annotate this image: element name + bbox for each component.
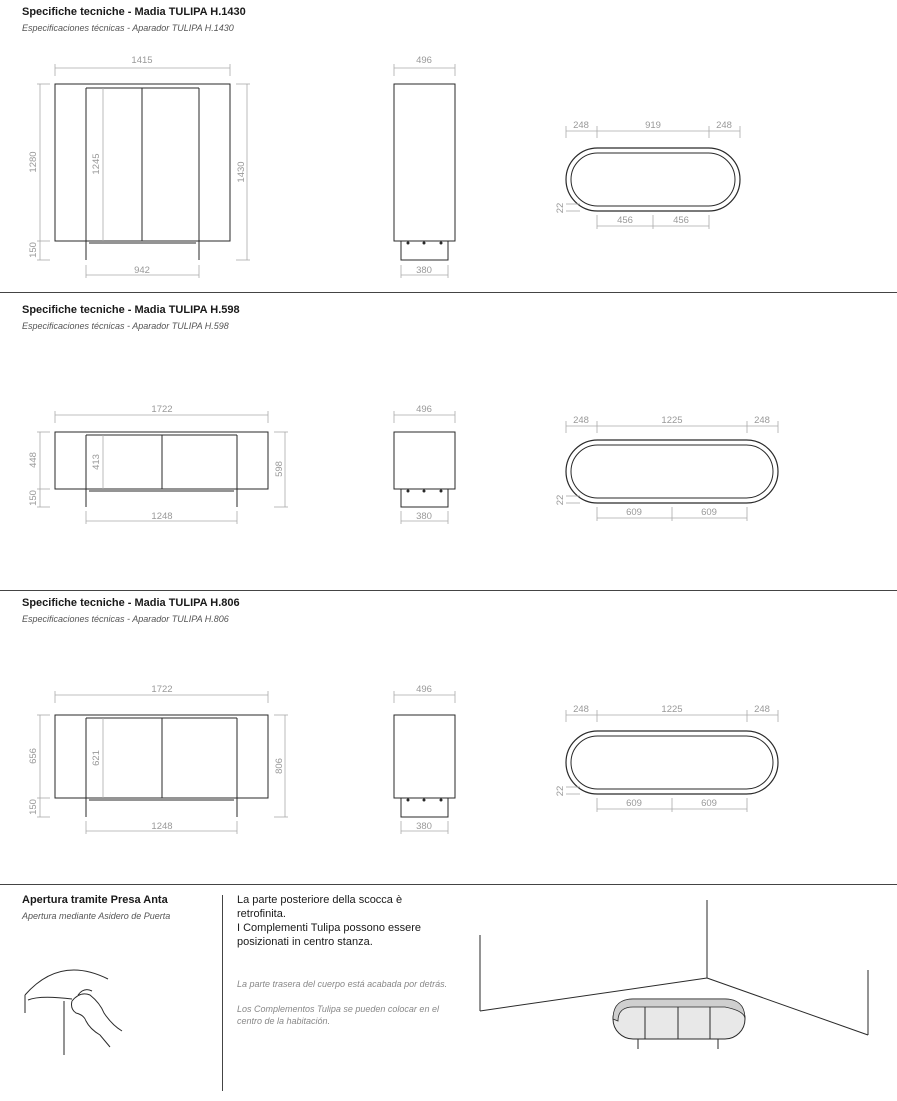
section-3-drawing bbox=[0, 590, 897, 885]
front-base-width-label: 942 bbox=[134, 265, 150, 276]
front-door-height-label: 413 bbox=[91, 454, 102, 470]
front-body-height-label: 656 bbox=[28, 748, 39, 764]
side-base-depth-label: 380 bbox=[416, 821, 432, 832]
front-width-label: 1722 bbox=[151, 404, 173, 415]
front-foot-height-label: 150 bbox=[28, 799, 39, 815]
side-view bbox=[394, 684, 455, 834]
note-it-1: La parte posteriore della scocca è retrofinita. bbox=[237, 894, 403, 920]
top-middle-label: 1225 bbox=[661, 704, 683, 715]
hand-opening-illustration bbox=[0, 955, 130, 1055]
opening-title: Apertura tramite Presa Anta bbox=[22, 894, 168, 906]
front-view bbox=[28, 684, 288, 834]
section-1-title: Specifiche tecniche - Madia TULIPA H.1430 bbox=[22, 6, 246, 18]
side-depth-label: 496 bbox=[416, 404, 432, 415]
top-thickness-label: 22 bbox=[555, 494, 566, 506]
front-total-height-label: 806 bbox=[274, 758, 285, 774]
side-base-depth-label: 380 bbox=[416, 265, 432, 276]
section-divider bbox=[0, 884, 897, 885]
section-3-subtitle: Especificaciones técnicas - Aparador TULIPA H.806 bbox=[22, 614, 229, 624]
top-end-left-label: 248 bbox=[573, 120, 589, 131]
top-thickness-label: 22 bbox=[555, 785, 566, 797]
side-view bbox=[394, 404, 455, 524]
front-door-height-label: 1245 bbox=[91, 153, 102, 175]
side-depth-label: 496 bbox=[416, 684, 432, 695]
top-end-left-label: 248 bbox=[573, 415, 589, 426]
front-width-label: 1722 bbox=[151, 684, 173, 695]
front-width-label: 1415 bbox=[131, 55, 153, 66]
section-2-title: Specifiche tecniche - Madia TULIPA H.598 bbox=[22, 304, 240, 316]
top-view bbox=[555, 704, 778, 812]
top-thickness-label: 22 bbox=[555, 202, 566, 214]
front-door-height-label: 621 bbox=[91, 750, 102, 766]
section-3-title: Specifiche tecniche - Madia TULIPA H.806 bbox=[22, 597, 240, 609]
front-body-height-label: 1280 bbox=[28, 151, 39, 173]
top-half-left-label: 609 bbox=[626, 507, 642, 518]
top-end-left-label: 248 bbox=[573, 704, 589, 715]
top-middle-label: 1225 bbox=[661, 415, 683, 426]
front-total-height-label: 1430 bbox=[236, 161, 247, 183]
front-base-width-label: 1248 bbox=[151, 511, 173, 522]
top-half-left-label: 456 bbox=[617, 215, 633, 226]
front-total-height-label: 598 bbox=[274, 461, 285, 477]
top-half-right-label: 609 bbox=[701, 798, 717, 809]
opening-subtitle: Apertura mediante Asidero de Puerta bbox=[22, 911, 171, 921]
note-it-2: I Complementi Tulipa possono essere posizionati in centro stanza. bbox=[237, 922, 422, 948]
front-view bbox=[28, 55, 250, 278]
note-es-2: Los Complementos Tulipa se pueden colocar en el centro de la habitación. bbox=[237, 1004, 439, 1026]
section-2-subtitle: Especificaciones técnicas - Aparador TULIPA H.598 bbox=[22, 321, 229, 331]
section-1-subtitle: Especificaciones técnicas - Aparador TULIPA H.1430 bbox=[22, 23, 234, 33]
top-end-right-label: 248 bbox=[754, 704, 770, 715]
top-view bbox=[555, 120, 740, 229]
section-divider bbox=[0, 292, 897, 293]
footer-divider bbox=[222, 895, 223, 1091]
front-view bbox=[28, 404, 288, 524]
top-half-left-label: 609 bbox=[626, 798, 642, 809]
room-illustration bbox=[470, 895, 890, 1070]
front-base-width-label: 1248 bbox=[151, 821, 173, 832]
side-base-depth-label: 380 bbox=[416, 511, 432, 522]
front-body-height-label: 448 bbox=[28, 452, 39, 468]
section-1-drawing bbox=[0, 0, 897, 295]
top-half-right-label: 609 bbox=[701, 507, 717, 518]
front-foot-height-label: 150 bbox=[28, 490, 39, 506]
top-half-right-label: 456 bbox=[673, 215, 689, 226]
top-end-right-label: 248 bbox=[716, 120, 732, 131]
top-middle-label: 919 bbox=[645, 120, 661, 131]
top-end-right-label: 248 bbox=[754, 415, 770, 426]
top-view bbox=[555, 415, 778, 521]
front-foot-height-label: 150 bbox=[28, 242, 39, 258]
section-2-drawing bbox=[0, 295, 897, 590]
note-es-1: La parte trasera del cuerpo está acabada por detrás. bbox=[237, 979, 448, 989]
side-depth-label: 496 bbox=[416, 55, 432, 66]
side-view bbox=[394, 55, 455, 278]
